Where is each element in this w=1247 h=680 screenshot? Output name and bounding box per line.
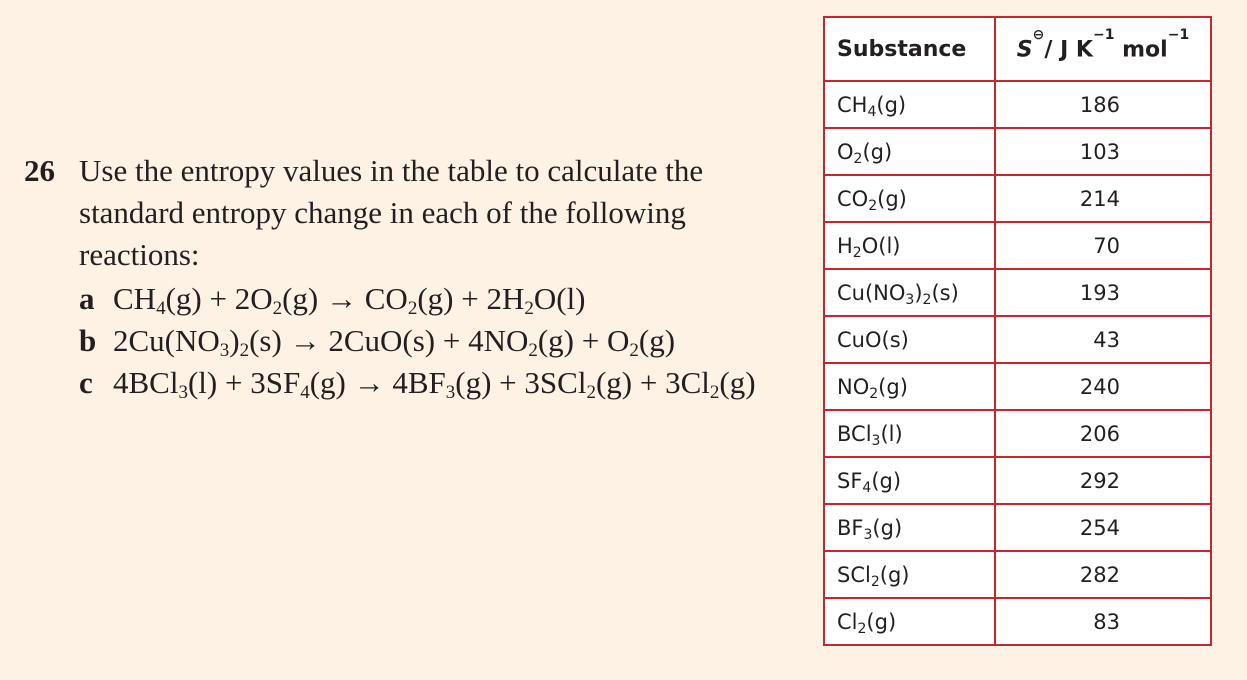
reaction-equation bbox=[113, 362, 756, 404]
formula-text: BF bbox=[837, 515, 864, 540]
formula-text: 4BCl bbox=[113, 365, 179, 400]
subscript: 2 bbox=[629, 340, 639, 361]
formula-text: SF bbox=[837, 468, 863, 493]
subscript: 2 bbox=[853, 150, 863, 167]
formula-text: BCl bbox=[837, 421, 872, 446]
formula-text: (s) bbox=[931, 280, 959, 305]
question-part-c bbox=[79, 362, 804, 404]
substance-cell bbox=[824, 410, 995, 457]
question-number: 26 bbox=[24, 153, 55, 188]
table-header-row bbox=[824, 17, 1211, 81]
substance-cell bbox=[824, 222, 995, 269]
formula-text: Cu(NO bbox=[837, 280, 906, 305]
header-entropy-unit-b: mol bbox=[1114, 37, 1168, 63]
substance-cell bbox=[824, 363, 995, 410]
entropy-value-cell: 292 bbox=[995, 457, 1211, 504]
table-row bbox=[824, 316, 1211, 363]
subscript: 2 bbox=[524, 298, 534, 319]
formula-text: (l) + 3SF bbox=[187, 365, 301, 400]
formula-text: (g) + O bbox=[537, 323, 630, 358]
entropy-table bbox=[823, 16, 1212, 646]
formula-text: NO bbox=[837, 374, 870, 399]
header-entropy-symbol: S bbox=[1016, 37, 1033, 63]
question-part-a bbox=[79, 278, 804, 320]
formula-text: (g) + 2O bbox=[165, 281, 273, 316]
substance-cell bbox=[824, 504, 995, 551]
substance-cell bbox=[824, 457, 995, 504]
entropy-value-cell: 254 bbox=[995, 504, 1211, 551]
formula-text: (g) + 3Cl bbox=[595, 365, 710, 400]
question-26 bbox=[24, 150, 804, 404]
reaction-equation bbox=[113, 320, 675, 362]
subscript: 2 bbox=[870, 573, 880, 590]
formula-text: (g) bbox=[877, 186, 907, 211]
substance-cell bbox=[824, 128, 995, 175]
subscript: 4 bbox=[156, 298, 166, 319]
table-row bbox=[824, 551, 1211, 598]
formula-text: H bbox=[837, 233, 853, 258]
entropy-value-cell: 103 bbox=[995, 128, 1211, 175]
reaction-equation bbox=[113, 278, 586, 320]
subscript: 3 bbox=[863, 526, 873, 543]
formula-text: CH bbox=[113, 281, 157, 316]
part-letter: a bbox=[79, 281, 95, 316]
formula-text: (g) bbox=[879, 562, 910, 587]
entropy-value-cell: 186 bbox=[995, 81, 1211, 128]
entropy-value-cell: 214 bbox=[995, 175, 1211, 222]
subscript: 2 bbox=[922, 291, 932, 308]
question-part-b bbox=[79, 320, 804, 362]
part-letter: b bbox=[79, 323, 97, 358]
subscript: 2 bbox=[852, 244, 862, 261]
formula-text: (g) bbox=[638, 323, 676, 358]
formula-text: (g) bbox=[866, 609, 897, 634]
table-row bbox=[824, 128, 1211, 175]
subscript: 2 bbox=[868, 197, 878, 214]
substance-cell bbox=[824, 269, 995, 316]
table-row bbox=[824, 269, 1211, 316]
substance-cell bbox=[824, 81, 995, 128]
subscript: 2 bbox=[869, 385, 879, 402]
entropy-value-cell: 240 bbox=[995, 363, 1211, 410]
formula-text: (g) bbox=[871, 468, 902, 493]
substance-cell bbox=[824, 175, 995, 222]
formula-text: (g) bbox=[872, 515, 903, 540]
table-row bbox=[824, 222, 1211, 269]
subscript: 2 bbox=[239, 340, 250, 361]
subscript: 4 bbox=[867, 103, 877, 120]
subscript: 2 bbox=[709, 382, 720, 403]
header-entropy-unit-a: / J K bbox=[1044, 37, 1093, 63]
table-row bbox=[824, 175, 1211, 222]
formula-text: (g) bbox=[878, 374, 908, 399]
header-entropy-exp-a: −1 bbox=[1092, 26, 1115, 43]
header-entropy bbox=[995, 17, 1211, 81]
formula-text: (g) → CO bbox=[282, 281, 408, 316]
formula-text: (g) bbox=[876, 92, 907, 117]
table-body bbox=[824, 81, 1211, 645]
table-row bbox=[824, 504, 1211, 551]
subscript: 3 bbox=[178, 382, 188, 403]
subscript: 2 bbox=[272, 298, 283, 319]
formula-text: (g) → 4BF bbox=[309, 365, 446, 400]
formula-text: CO bbox=[837, 186, 869, 211]
subscript: 3 bbox=[871, 432, 881, 449]
formula-text: O(l) bbox=[861, 233, 901, 258]
subscript: 2 bbox=[407, 298, 418, 319]
subscript: 4 bbox=[862, 479, 872, 496]
subscript: 3 bbox=[445, 382, 456, 403]
header-substance: Substance bbox=[824, 17, 995, 81]
entropy-value-cell: 193 bbox=[995, 269, 1211, 316]
table-row bbox=[824, 598, 1211, 645]
entropy-value-cell: 83 bbox=[995, 598, 1211, 645]
formula-text: ) bbox=[229, 323, 240, 358]
subscript: 2 bbox=[586, 382, 596, 403]
question-text: Use the entropy values in the table to calculate the standard entropy change in each of the following reactions: bbox=[79, 153, 704, 272]
question-parts bbox=[79, 278, 804, 404]
formula-text: 2Cu(NO bbox=[113, 323, 220, 358]
entropy-value-cell: 282 bbox=[995, 551, 1211, 598]
formula-text: CuO(s) bbox=[837, 327, 909, 352]
subscript: 4 bbox=[300, 382, 310, 403]
subscript: 2 bbox=[857, 620, 867, 637]
formula-text: (g) + 2H bbox=[417, 281, 525, 316]
substance-cell bbox=[824, 316, 995, 363]
table-row bbox=[824, 457, 1211, 504]
formula-text: SCl bbox=[837, 562, 871, 587]
formula-text: Cl bbox=[837, 609, 858, 634]
formula-text: (g) + 3SCl bbox=[455, 365, 587, 400]
part-letter: c bbox=[79, 365, 93, 400]
table-row bbox=[824, 410, 1211, 457]
substance-cell bbox=[824, 598, 995, 645]
subscript: 3 bbox=[905, 291, 915, 308]
table-row bbox=[824, 81, 1211, 128]
substance-cell bbox=[824, 551, 995, 598]
entropy-value-cell: 70 bbox=[995, 222, 1211, 269]
table-row bbox=[824, 363, 1211, 410]
subscript: 3 bbox=[219, 340, 230, 361]
entropy-value-cell: 43 bbox=[995, 316, 1211, 363]
subscript: 2 bbox=[528, 340, 538, 361]
formula-text: O bbox=[837, 139, 854, 164]
entropy-value-cell: 206 bbox=[995, 410, 1211, 457]
formula-text: (g) bbox=[862, 139, 893, 164]
formula-text: (l) bbox=[880, 421, 903, 446]
formula-text: ) bbox=[914, 280, 923, 305]
header-entropy-standard-mark: ⊖ bbox=[1032, 26, 1045, 43]
header-entropy-exp-b: −1 bbox=[1167, 26, 1190, 43]
formula-text: (g) bbox=[719, 365, 756, 400]
formula-text: CH bbox=[837, 92, 868, 117]
formula-text: O(l) bbox=[533, 281, 586, 316]
formula-text: (s) → 2CuO(s) + 4NO bbox=[249, 323, 529, 358]
